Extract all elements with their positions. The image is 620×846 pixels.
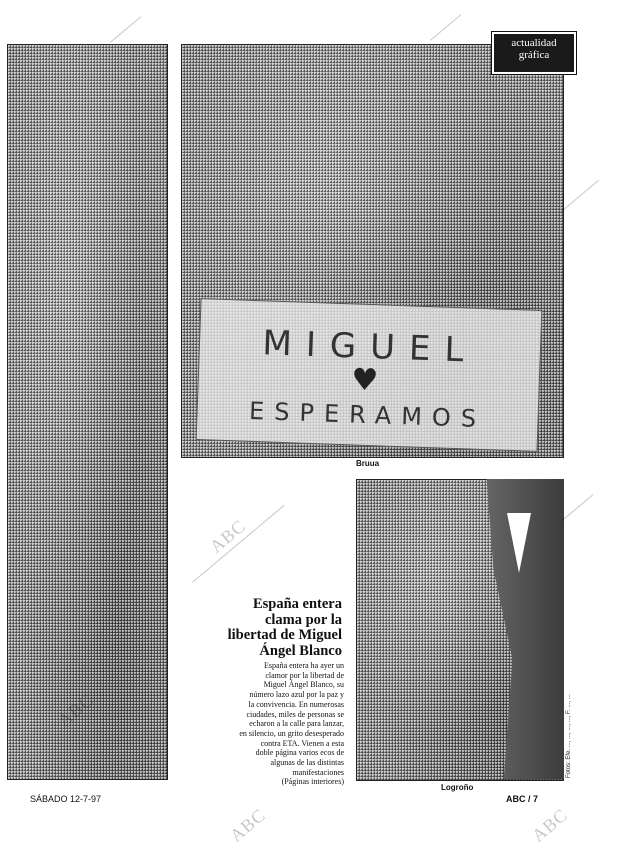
body-line: manifestaciones [292, 767, 344, 777]
body-line: echaron a la calle para lanzar, [249, 719, 344, 729]
body-line: España entera ha ayer un [264, 661, 344, 670]
article-headline [200, 597, 342, 659]
photo-credits: Fotos: Efe. ..., ..., ..., ..., F. ..., ... [566, 694, 572, 778]
body-line: contra ETA. Vienen a esta [260, 738, 344, 748]
body-line: en silencio, un grito desesperado [239, 728, 344, 738]
body-line: ciudades, miles de personas se [246, 709, 344, 719]
section-badge-line1: actualidad [511, 37, 557, 49]
headline-line: libertad de Miguel [227, 627, 342, 643]
body-line: algunas de las distintas [270, 758, 344, 768]
watermark-abc: ABC [205, 515, 250, 557]
body-line: (Páginas interiores) [281, 777, 344, 787]
section-badge [492, 32, 576, 74]
body-line: doble página varios ecos de [255, 748, 344, 758]
watermark-abc: ABC [225, 804, 270, 846]
watermark-abc: ABC [527, 804, 572, 846]
body-line: clamor por la libertad de [265, 670, 344, 680]
body-line: la convivencia. En numerosas [248, 699, 344, 709]
heart-icon: ♥ [350, 362, 379, 399]
photo-logrono-caption: Logroño [441, 783, 474, 792]
headline-line: clama por la [264, 611, 342, 628]
footer-date: SÁBADO 12-7-97 [30, 794, 102, 804]
photo-crowd-left [7, 44, 168, 780]
watermark-line [430, 14, 461, 40]
watermark-line [110, 16, 141, 42]
headline-line: España entera [252, 596, 342, 612]
watermark-line [560, 180, 599, 213]
section-badge-line2: gráfica [518, 49, 550, 61]
photo-main-caption: Bruua [356, 459, 380, 468]
headline-line: Ángel Blanco [259, 642, 342, 659]
body-line: número lazo azul por la paz y [249, 690, 344, 700]
watermark-abc: ABC [53, 689, 98, 731]
protest-banner [196, 298, 543, 452]
footer-page-folio: ABC / 7 [506, 794, 539, 804]
watermark-line [192, 505, 285, 583]
article-body [204, 661, 344, 787]
banner-text-bottom: ESPERAMOS [248, 396, 487, 434]
body-line: Miguel Ángel Blanco, su [263, 680, 344, 690]
banner-text-top: MIGUEL [261, 323, 479, 371]
